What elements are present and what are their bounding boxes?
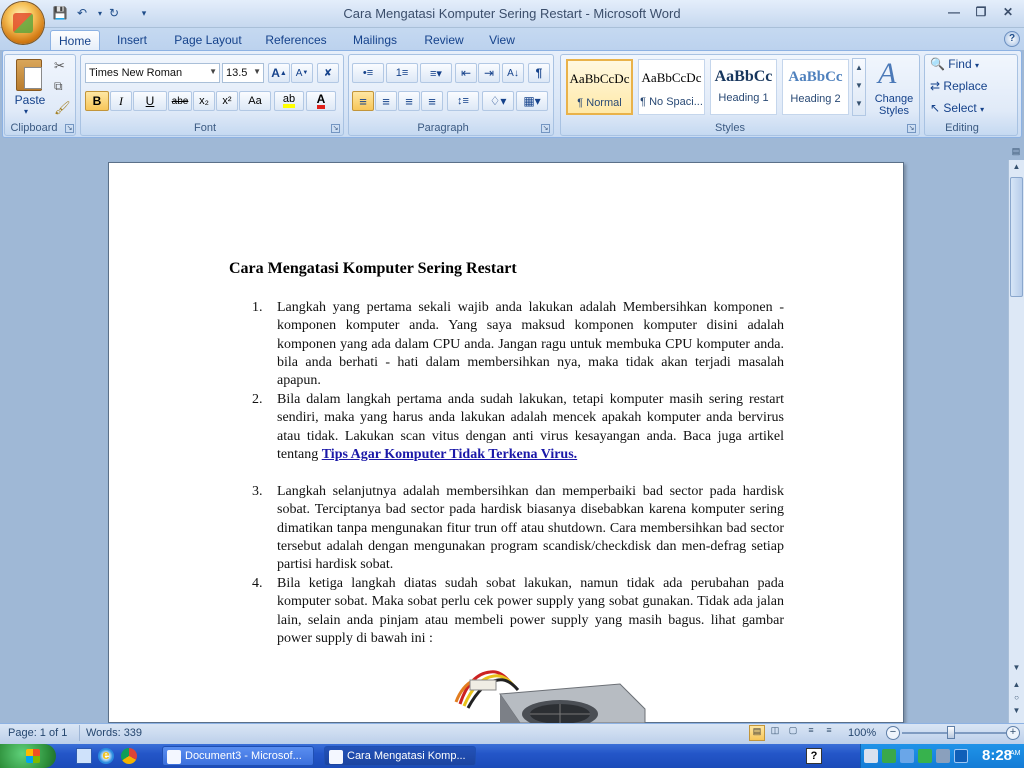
format-painter-icon[interactable]: 🖌 <box>54 100 71 115</box>
style-sample: AaBbCc <box>714 68 773 85</box>
cursor-icon: ↖ <box>930 101 941 115</box>
font-color-icon: A <box>317 93 326 109</box>
help-tray-icon[interactable]: ? <box>806 748 822 764</box>
copy-icon[interactable]: ⧉ <box>54 79 63 93</box>
zoom-out-icon[interactable]: − <box>886 726 900 740</box>
dialog-launcher-icon[interactable]: ↘ <box>908 125 915 132</box>
power-supply-icon <box>430 664 650 723</box>
underline-button[interactable]: U <box>133 91 167 111</box>
binoculars-icon: 🔍 <box>930 57 945 71</box>
font-color-button[interactable] <box>306 91 336 111</box>
taskbar-item-label: Document3 - Microsof... <box>185 750 302 762</box>
style-normal[interactable] <box>566 59 633 115</box>
zoom-level[interactable]: 100% <box>848 727 877 739</box>
highlighter-icon: ab <box>283 94 295 108</box>
borders-icon[interactable]: ▦▾ <box>516 91 548 111</box>
list-number: 4. <box>252 576 263 591</box>
subscript-button[interactable]: x₂ <box>193 91 215 111</box>
superscript-button[interactable]: x² <box>216 91 238 111</box>
safely-remove-icon[interactable] <box>918 749 932 763</box>
customize-icon[interactable]: ▾ <box>141 7 147 18</box>
replace-button[interactable] <box>930 79 1010 95</box>
list-number: 1. <box>252 300 263 315</box>
style-sample: AaBbCcDc <box>569 71 630 86</box>
list-text: Langkah yang pertama sekali wajib anda lakukan adalah Membersihkan komponen - komponen komputer anda. Yang saya maksud komponen komputer disini adalah komponen yang ada dalam CPU anda. Jangan ragu untuk membuka CPU komputer anda. bila anda berhati - hati dalam membersihkan nya, maka tidak akan terjadi masalah apapun. <box>277 300 784 389</box>
view-ruler-icon[interactable]: ▤ <box>1011 146 1021 156</box>
italic-button[interactable]: I <box>110 91 132 111</box>
change-styles-icon: A <box>878 57 897 90</box>
undo-icon[interactable]: ↶ <box>76 6 88 20</box>
print-layout-icon[interactable]: ▤ <box>749 725 765 741</box>
align-center-icon[interactable]: ≡ <box>375 91 397 111</box>
taskbar-item-label: Cara Mengatasi Komp... <box>347 750 466 762</box>
bold-button[interactable]: B <box>85 91 109 111</box>
list-text <box>277 391 784 464</box>
full-screen-reading-icon[interactable]: ◫ <box>770 725 780 735</box>
word-count[interactable]: Words: 339 <box>86 727 143 739</box>
font-label: Font <box>193 122 216 134</box>
numbering-button[interactable]: 1≡ <box>386 63 418 83</box>
tray-app-icon[interactable] <box>900 749 914 763</box>
align-left-icon[interactable]: ≡ <box>352 91 374 111</box>
help-icon[interactable]: ? <box>1004 31 1020 47</box>
clock-time[interactable]: 8:28 <box>982 747 1013 764</box>
line-spacing-icon[interactable]: ↕≡ <box>447 91 479 111</box>
decrease-indent-icon[interactable]: ⇤ <box>455 63 477 83</box>
increase-indent-icon[interactable]: ⇥ <box>478 63 500 83</box>
style-name: Heading 2 <box>790 93 841 105</box>
article-link[interactable]: Tips Agar Komputer Tidak Terkena Virus. <box>321 446 578 462</box>
view-buttons <box>749 725 841 742</box>
find-button[interactable] <box>930 57 1010 73</box>
list-text: Langkah selanjutnya adalah membersihkan dan memperbaiki bad sector pada hardisk sobat. Terciptanya bad sector pada hardisk biasanya disebabkan karena komputer sering dimatikan tanpa mengunakan fitur trun off atau shutdown. Cara membersihkan bad sector tersebut adalah dengan mengunakan program scandisk/checkdisk dan men-defrag setiap partisi hardisk sobat. <box>277 484 784 573</box>
paste-label: Paste <box>14 93 46 107</box>
scroll-down-icon[interactable]: ▼ <box>1012 663 1021 672</box>
close-icon[interactable]: ✕ <box>1002 5 1014 19</box>
dialog-launcher-icon[interactable]: ↘ <box>542 125 549 132</box>
tray-app-icon[interactable] <box>954 749 968 763</box>
scroll-up-icon[interactable]: ▲ <box>1012 162 1021 171</box>
tab-insert[interactable]: Insert <box>116 33 147 47</box>
replace-icon: ⇄ <box>930 79 941 93</box>
chevron-down-icon: ▾ <box>980 105 985 114</box>
tab-review[interactable]: Review <box>424 33 464 47</box>
minimize-icon[interactable]: — <box>948 5 960 19</box>
paste-button[interactable] <box>10 57 48 119</box>
change-styles-label: Change Styles <box>874 93 914 117</box>
page-count[interactable]: Page: 1 of 1 <box>8 727 68 739</box>
chevron-up-icon[interactable]: ▲ <box>855 63 863 72</box>
tab-page-layout[interactable]: Page Layout <box>174 33 242 47</box>
styles-label: Styles <box>715 122 745 134</box>
font-family-combo[interactable] <box>85 63 220 83</box>
style-heading-1[interactable] <box>710 59 777 115</box>
start-button[interactable] <box>0 744 56 768</box>
style-name: Heading 1 <box>718 92 769 104</box>
redo-icon[interactable]: ↻ <box>108 6 120 20</box>
clock-ampm: AM <box>1010 750 1021 757</box>
shrink-font-button[interactable]: A ▼ <box>291 63 313 83</box>
word-icon <box>329 750 343 764</box>
web-layout-icon[interactable]: ▢ <box>788 725 798 735</box>
show-desktop-icon[interactable] <box>76 748 92 764</box>
align-right-icon[interactable]: ≡ <box>398 91 420 111</box>
show-marks-icon[interactable]: ¶ <box>528 63 550 83</box>
list-number: 2. <box>252 392 263 407</box>
style-sample: AaBbCcDc <box>641 70 702 85</box>
list-text: Bila ketiga langkah diatas sudah sobat lakukan, namun tidak ada perubahan pada komputer sobat. Maka sobat perlu cek power supply yang sobat gunakan. Tidak ada jalan lain, selain anda pinjam atau membeli power supply yang masih bagus. lihat gambar power supply di bawah ini : <box>277 576 784 646</box>
office-logo-icon <box>13 13 33 33</box>
select-button[interactable] <box>930 101 1010 117</box>
paragraph-label: Paragraph <box>417 122 469 134</box>
chevron-down-icon: ▼ <box>209 67 217 76</box>
sort-icon[interactable]: A↓ <box>502 63 524 83</box>
strikethrough-button[interactable]: abe <box>168 91 192 111</box>
network-icon[interactable] <box>864 749 878 763</box>
clipboard-label: Clipboard <box>10 122 58 134</box>
style-sample: AaBbCc <box>788 69 843 85</box>
undo-dropdown-icon[interactable]: ▾ <box>97 8 102 18</box>
font-family-value: Times New Roman <box>89 67 183 79</box>
office-button[interactable] <box>2 2 44 44</box>
dialog-launcher-icon[interactable]: ↘ <box>332 125 339 132</box>
draft-icon[interactable]: ≡ <box>826 725 832 735</box>
tab-view[interactable]: View <box>489 33 515 47</box>
tray-app-icon[interactable] <box>882 749 896 763</box>
previous-page-icon[interactable]: ▲ <box>1012 680 1021 689</box>
list-text-body: Bila dalam langkah pertama anda sudah lakukan, tetapi komputer masih sering restart sendiri, maka yang harus anda lakukan adalah mencek apakah komputer anda bervirus atau tidak. Lakukan scan vitus dengan anti virus kesayangan anda. Baca juga artikel tentang <box>277 392 784 462</box>
power-supply-image[interactable] <box>430 664 650 723</box>
change-styles-button[interactable] <box>870 57 916 119</box>
font-size-combo[interactable] <box>222 63 264 83</box>
replace-label: Replace <box>943 79 988 93</box>
outline-icon[interactable]: ≡ <box>808 725 814 735</box>
chrome-icon[interactable] <box>121 748 137 764</box>
chevron-down-icon: ▾ <box>974 61 979 70</box>
justify-icon[interactable]: ≡ <box>421 91 443 111</box>
document-heading[interactable]: Cara Mengatasi Komputer Sering Restart <box>229 260 517 277</box>
select-label: Select <box>943 101 977 115</box>
windows-logo-icon <box>26 749 40 763</box>
word-icon <box>167 750 181 764</box>
scrollbar-thumb[interactable] <box>1010 177 1023 297</box>
chevron-down-icon: ▾ <box>24 107 29 116</box>
more-styles-icon[interactable]: ▼ <box>855 99 863 108</box>
style-heading-2[interactable] <box>782 59 849 115</box>
clear-formatting-icon[interactable]: ✘ <box>317 63 339 83</box>
next-page-icon[interactable]: ▼ <box>1012 706 1021 715</box>
window-title: Cara Mengatasi Komputer Sering Restart - Microsoft Word <box>343 6 681 21</box>
dialog-launcher-icon[interactable]: ↘ <box>66 125 73 132</box>
paste-sheet-icon <box>24 67 42 89</box>
tab-mailings[interactable]: Mailings <box>352 33 397 47</box>
change-case-button[interactable]: Aa <box>239 91 271 111</box>
font-size-value: 13.5 <box>226 67 248 79</box>
chevron-down-icon: ▼ <box>253 67 261 76</box>
taskbar-item-current-doc[interactable] <box>324 746 476 766</box>
select-browse-object-icon[interactable]: ○ <box>1014 693 1019 702</box>
tab-home[interactable]: Home <box>50 30 100 51</box>
find-label: Find <box>948 57 972 71</box>
internet-explorer-icon[interactable]: e <box>98 748 114 764</box>
list-number: 3. <box>252 484 263 499</box>
cut-icon[interactable]: ✂ <box>54 58 65 73</box>
editing-label: Editing <box>945 122 979 134</box>
grow-font-button[interactable]: A ▲ <box>268 63 290 83</box>
style-no-spacing[interactable] <box>638 59 705 115</box>
shading-icon[interactable]: ♢▾ <box>482 91 514 111</box>
style-name: ¶ Normal <box>577 97 622 109</box>
style-name: ¶ No Spaci... <box>640 96 703 108</box>
restore-icon[interactable]: ❐ <box>975 5 987 19</box>
chevron-down-icon[interactable]: ▼ <box>855 81 863 90</box>
tab-references[interactable]: References <box>265 33 327 47</box>
highlight-color-button[interactable] <box>274 91 304 111</box>
volume-icon[interactable] <box>936 749 950 763</box>
bullets-button[interactable]: •≡ <box>352 63 384 83</box>
zoom-slider-thumb[interactable] <box>947 726 955 739</box>
save-icon[interactable]: 💾 <box>52 6 68 20</box>
zoom-in-icon[interactable]: + <box>1006 726 1020 740</box>
multilevel-list-button[interactable]: ≡▾ <box>420 63 452 83</box>
status-divider <box>79 725 80 741</box>
styles-scroll[interactable] <box>852 58 866 116</box>
taskbar-item-document3[interactable] <box>162 746 314 766</box>
